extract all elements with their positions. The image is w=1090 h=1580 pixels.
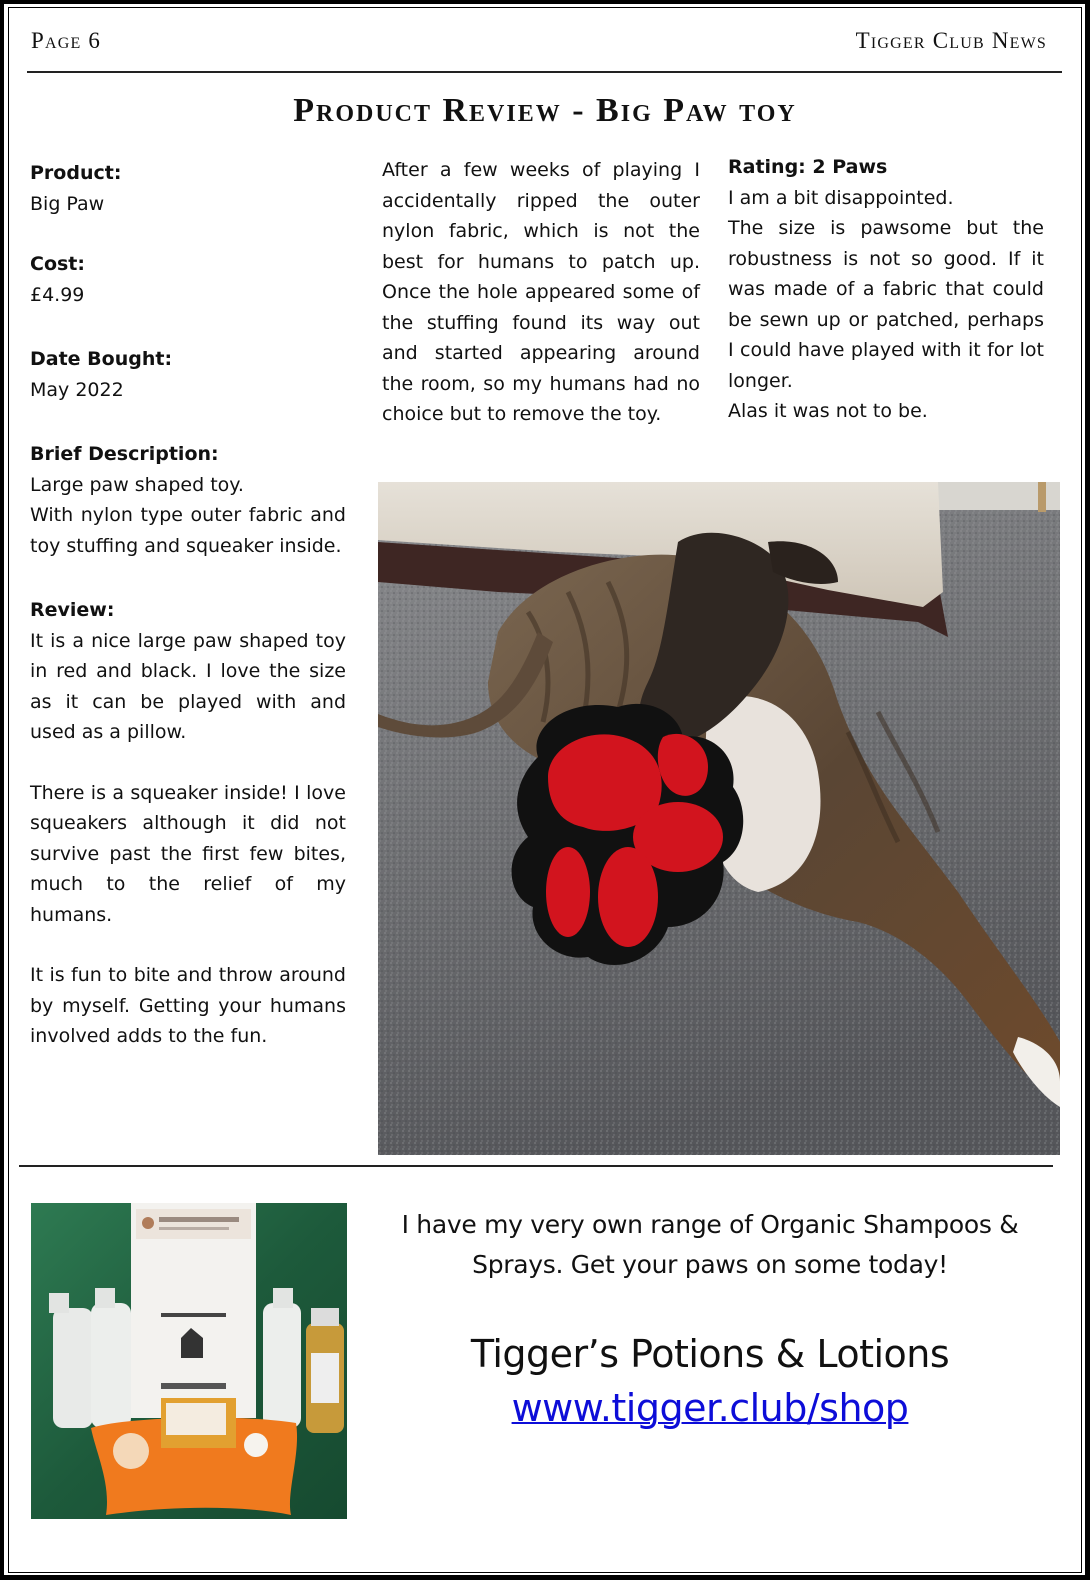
review-paragraph: It is fun to bite and throw around by myself. Getting your humans involved adds to the fun. — [30, 964, 346, 1047]
publication-name: Tigger Club News — [855, 28, 1047, 53]
review-paragraph: It is a nice large paw shaped toy in red and black. I love the size as it can be played with and used as a pillow. — [30, 629, 346, 743]
section-divider — [19, 1165, 1053, 1167]
promo-tagline: I have my very own range of Organic Shampoos & Sprays. Get your paws on some today! — [401, 1210, 1019, 1279]
cost-value: £4.99 — [30, 283, 85, 306]
details-column — [30, 158, 346, 1052]
page-number: Page 6 — [31, 28, 102, 53]
story-column — [382, 155, 700, 430]
description-label: Brief Description: — [30, 443, 219, 465]
review-paragraph: There is a squeaker inside! I love squeakers although it did not survive past the first few bites, much to the relief of my humans. — [30, 781, 346, 926]
story-paragraph: After a few weeks of playing I accidentally ripped the outer nylon fabric, which is not the best for humans to patch up. Once the hole appeared some of the stuffing found its way out and started appearing around the room, so my humans had no choice but to remove the toy. — [382, 159, 700, 425]
rating-line: The size is pawsome but the robustness is not so good. If it was made of a fabric that could be sewn up or patched, perhaps I could have played with it for lot longer. — [728, 217, 1044, 392]
shop-brand-name: Tigger’s Potions & Lotions — [470, 1332, 950, 1376]
article-title: Product Review - Big Paw toy — [293, 92, 797, 129]
rating-label: Rating: 2 Paws — [728, 156, 888, 178]
header-divider — [27, 71, 1062, 73]
date-label: Date Bought: — [30, 348, 173, 370]
dog-with-toy-photo — [378, 482, 1060, 1155]
cost-label: Cost: — [30, 253, 85, 275]
product-label: Product: — [30, 162, 122, 184]
rating-column — [728, 152, 1044, 427]
review-label: Review: — [30, 599, 115, 621]
description-line: Large paw shaped toy. — [30, 473, 244, 496]
shop-promo — [365, 1205, 1055, 1435]
shop-link[interactable]: www.tigger.club/shop — [511, 1386, 909, 1430]
rating-line: Alas it was not to be. — [728, 400, 928, 422]
date-value: May 2022 — [30, 378, 124, 401]
description-line: With nylon type outer fabric and toy stuffing and squeaker inside. — [30, 504, 346, 557]
shampoo-products-photo — [31, 1203, 347, 1519]
product-value: Big Paw — [30, 192, 105, 215]
rating-line: I am a bit disappointed. — [728, 186, 954, 209]
